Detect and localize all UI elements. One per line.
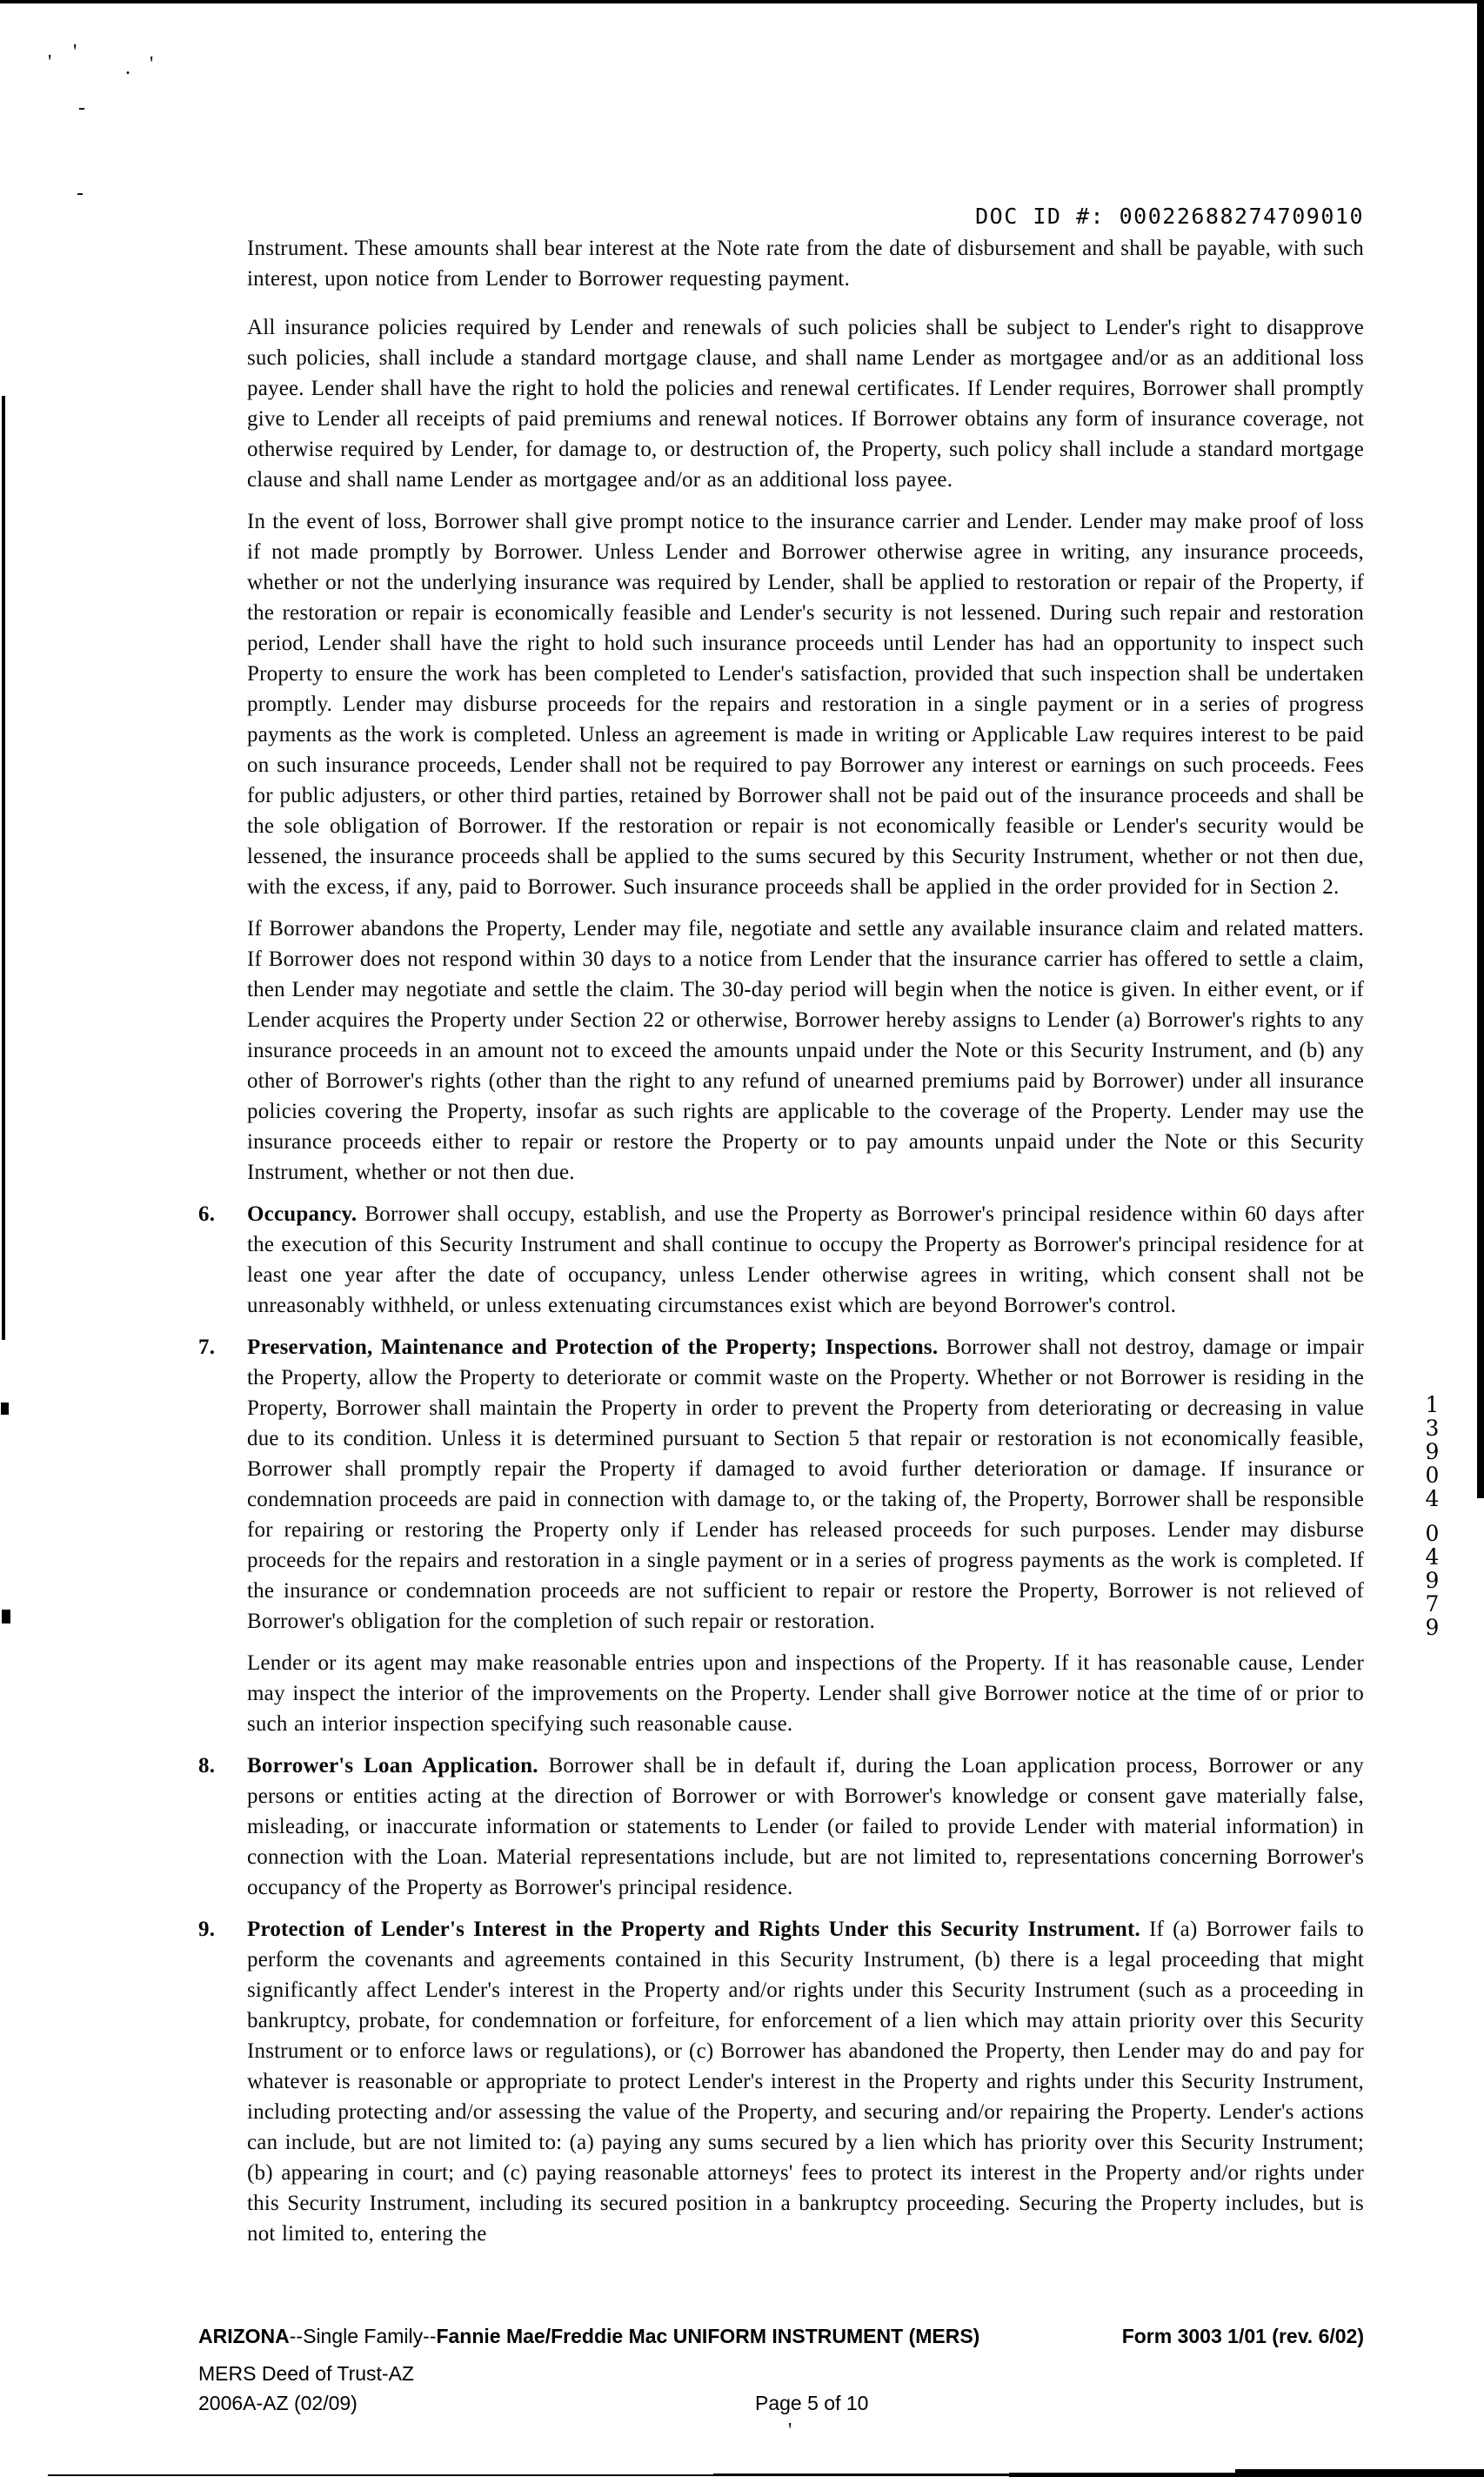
footer-instrument-line <box>198 2325 1364 2348</box>
scan-edge-bottom-line-4 <box>1235 2469 1484 2477</box>
section-8-number: 8. <box>198 1754 216 1777</box>
scan-edge-left-line <box>2 396 5 1340</box>
doc-id-header: DOC ID #: 00022688274709010 <box>975 204 1364 229</box>
paragraph-lender-inspections: Lender or its agent may make reasonable entries upon and inspections of the Property. If it has reasonable cause, Lender may inspect the interior of the improvements on the Property. Lender shall give Borrower notice at the time of or prior to such an interior inspection specifying such reasonable cause. <box>247 1651 1364 1736</box>
margin-digits-group-2: 04979 <box>1420 1521 1445 1638</box>
section-9-number: 9. <box>198 1918 216 1941</box>
section-9-protection <box>198 1914 1364 2249</box>
paragraph-borrower-abandons: If Borrower abandons the Property, Lender may file, negotiate and settle any available insurance claim and related matters. If Borrower does not respond within 30 days to a notice from Lender that the insurance carrier has offered to settle a claim, then Lender may negotiate and settle the claim. The 30-day period will begin when the notice is given. In either event, or if Lender acquires the Property under Section 22 or otherwise, Borrower hereby assigns to Lender (a) Borrower's rights to any insurance proceeds in an amount not to exceed the amounts unpaid under the Note or this Security Instrument, and (b) any other of Borrower's rights (other than the right to any refund of unearned premiums paid by Borrower) under all insurance policies covering the Property, insofar as such rights are applicable to the coverage of the Property. Lender may use the insurance proceeds either to repair or restore the Property or to pay amounts unpaid under the Note or this Security Instrument, whether or not then due. <box>247 917 1364 1184</box>
page-footer <box>198 2325 1364 2415</box>
scan-speck-left-1 <box>1 1403 9 1415</box>
section-9-heading: Protection of Lender's Interest in the Property and Rights Under this Security Instrument. <box>247 1918 1140 1941</box>
footer-bottom-line <box>198 2392 1364 2415</box>
page-number-indicator: Page 5 of 10 <box>755 2392 869 2414</box>
paragraph-continuation: Instrument. These amounts shall bear interest at the Note rate from the date of disbursement and shall be payable, with such interest, upon notice from Lender to Borrower requesting payment. <box>247 237 1364 291</box>
scan-edge-top-bar <box>0 0 1484 3</box>
footer-form-number: Form 3003 1/01 (rev. 6/02) <box>1121 2325 1364 2347</box>
scan-edge-bottom-line-1 <box>48 2474 713 2476</box>
scan-speck: ' <box>73 41 77 64</box>
footer-doc-code: 2006A-AZ (02/09) <box>198 2392 358 2414</box>
scan-edge-bottom-line-3 <box>1009 2473 1235 2477</box>
section-8-text: Borrower shall be in default if, during the Loan application process, Borrower or any persons or entities acting at the direction of Borrower or with Borrower's knowledge or consent gave materially false, misleading, or inaccurate information or statements to Lender (or failed to provide Lender with material information) in connection with the Loan. Material representations include, but are not limited to, representations concerning Borrower's occupancy of the Property as Borrower's principal residence. <box>247 1754 1364 1899</box>
section-8-loan-application <box>198 1751 1364 1903</box>
scan-speck: ' <box>150 53 154 76</box>
section-6-text: Borrower shall occupy, establish, and use the Property as Borrower's principal residence within 60 days after the execution of this Security Instrument and shall continue to occupy the Property as Borrower's principal residence for at least one year after the date of occupancy, unless Lender otherwise agrees in writing, which consent shall not be unreasonably withheld, or unless extenuating circumstances exist which are beyond Borrower's control. <box>247 1202 1364 1317</box>
scan-speck-left-2 <box>2 1610 10 1623</box>
section-7-number: 7. <box>198 1336 216 1359</box>
scan-edge-right-line <box>1477 0 1484 1498</box>
document-body <box>198 233 1364 2260</box>
footer-deed-label: MERS Deed of Trust-AZ <box>198 2362 414 2385</box>
section-7-preservation <box>198 1332 1364 1637</box>
scan-speck: ' <box>788 2420 792 2442</box>
section-7-heading: Preservation, Maintenance and Protection of the Property; Inspections. <box>247 1336 939 1359</box>
section-7-text: Borrower shall not destroy, damage or impair the Property, allow the Property to deteriorate or commit waste on the Property. Whether or not Borrower is residing in the Property, Borrower shall maintain the Property in order to prevent the Property from deteriorating or decreasing in value due to its condition. Unless it is determined pursuant to Section 5 that repair or restoration is not economically feasible, Borrower shall promptly repair the Property if damaged to avoid further deterioration or damage. If insurance or condemnation proceeds are paid in connection with damage to, or the taking of, the Property, Borrower shall be responsible for repairing or restoring the Property only if Lender has released proceeds for such purposes. Lender may disburse proceeds for the repairs and restoration in a single payment or in a series of progress payments as the work is completed. If the insurance or condemnation proceeds are not sufficient to repair or restore the Property, Borrower is not relieved of Borrower's obligation for the completion of such repair or restoration. <box>247 1336 1365 1633</box>
paragraph-insurance-policies: All insurance policies required by Lender and renewals of such policies shall be subject to Lender's right to disapprove such policies, shall include a standard mortgage clause, and shall name Lender as mortgagee and/or as an additional loss payee. Lender shall have the right to hold the policies and renewal certificates. If Lender requires, Borrower shall promptly give to Lender all receipts of paid premiums and renewal notices. If Borrower obtains any form of insurance coverage, not otherwise required by Lender, for damage to, or destruction of, the Property, such policy shall include a standard mortgage clause and shall name Lender as mortgagee and/or as an additional loss payee. <box>247 316 1364 492</box>
scan-speck: ' <box>48 51 52 74</box>
scan-edge-bottom-line-2 <box>713 2474 1009 2476</box>
paragraph-event-of-loss: In the event of loss, Borrower shall give prompt notice to the insurance carrier and Lender. Lender may make proof of loss if not made promptly by Borrower. Unless Lender and Borrower otherwise agree in writing, any insurance proceeds, whether or not the underlying insurance was required by Lender, shall be applied to restoration or repair of the Property, if the restoration or repair is economically feasible and Lender's security is not lessened. During such repair and restoration period, Lender shall have the right to hold such insurance proceeds until Lender has had an opportunity to inspect such Property to ensure the work has been completed to Lender's satisfaction, provided that such inspection shall be undertaken promptly. Lender may disburse proceeds for the repairs and restoration in a single payment or in a series of progress payments as the work is completed. Unless an agreement is made in writing or Applicable Law requires interest to be paid on such insurance proceeds, Lender shall not be required to pay Borrower any interest or earnings on such proceeds. Fees for public adjusters, or other third parties, retained by Borrower shall not be paid out of the insurance proceeds and shall be the sole obligation of Borrower. If the restoration or repair is not economically feasible or Lender's security would be lessened, the insurance proceeds shall be applied to the sums secured by this Security Instrument, whether or not then due, with the excess, if any, paid to Borrower. Such insurance proceeds shall be applied in the order provided for in Section 2. <box>247 510 1364 899</box>
section-6-occupancy <box>198 1199 1364 1321</box>
scan-speck: - <box>78 97 85 119</box>
footer-family-label: --Single Family-- <box>289 2325 437 2347</box>
section-6-number: 6. <box>198 1202 216 1226</box>
footer-state-label: ARIZONA <box>198 2325 290 2347</box>
footer-uniform-instrument-label: Fannie Mae/Freddie Mac UNIFORM INSTRUMENT (MERS) <box>436 2325 980 2347</box>
section-8-heading: Borrower's Loan Application. <box>247 1754 538 1777</box>
scan-speck: . <box>125 57 130 79</box>
section-9-text: If (a) Borrower fails to perform the covenants and agreements contained in this Security Instrument, (b) there is a legal proceeding that might significantly affect Lender's interest in the Property and/or rights under this Security Instrument (such as a proceeding in bankruptcy, probate, for condemnation or forfeiture, for enforcement of a lien which may attain priority over this Security Instrument or to enforce laws or regulations), or (c) Borrower has abandoned the Property, then Lender may do and pay for whatever is reasonable or appropriate to protect Lender's interest in the Property and rights under this Security Instrument, including protecting and/or assessing the value of the Property, and securing and/or repairing the Property. Lender's actions can include, but are not limited to: (a) paying any sums secured by a lien which has priority over this Security Instrument; (b) appearing in court; and (c) paying reasonable attorneys' fees to protect its interest in the Property and/or rights under this Security Instrument, including its secured position in a bankruptcy proceeding. Securing the Property includes, but is not limited to, entering the <box>247 1918 1364 2246</box>
margin-digits-group-1: 13904 <box>1420 1392 1445 1510</box>
footer-instrument-label <box>198 2325 979 2348</box>
scan-speck: - <box>77 182 84 204</box>
section-6-heading: Occupancy. <box>247 1202 358 1226</box>
